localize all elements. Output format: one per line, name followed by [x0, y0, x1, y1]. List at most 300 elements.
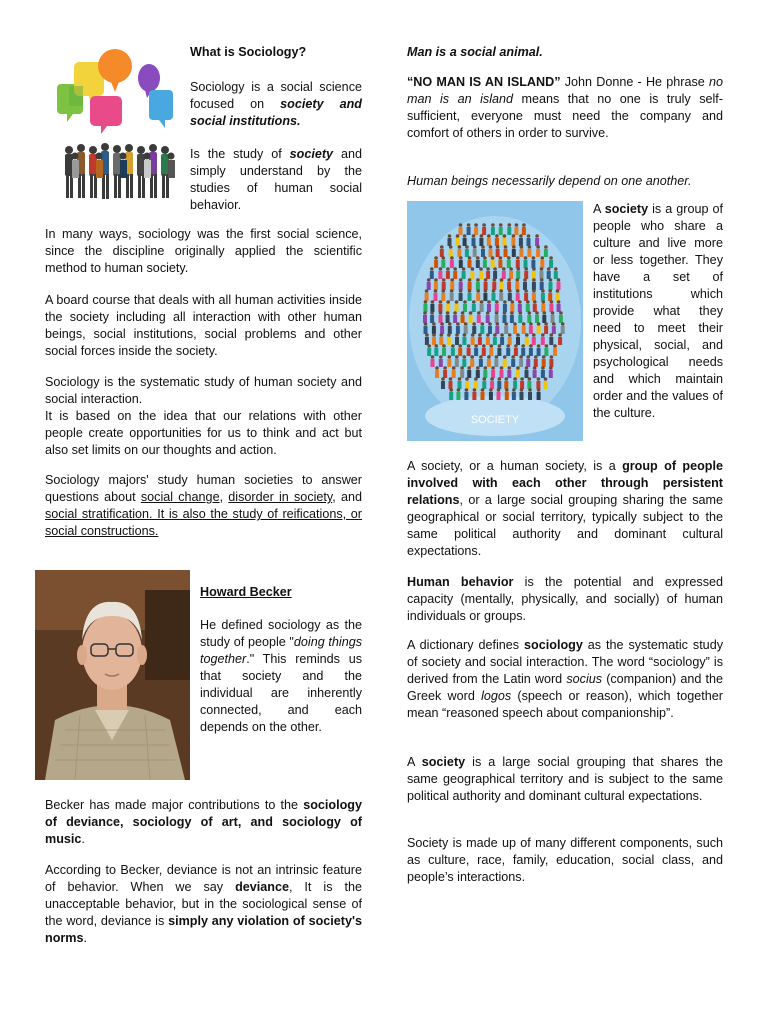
crowd-person-body: [513, 381, 517, 389]
crowd-person-head: [432, 322, 436, 326]
crowd-person-body: [441, 293, 445, 301]
crowd-person-body: [477, 315, 481, 323]
crowd-person-body: [441, 260, 445, 268]
crowd-person-head: [503, 311, 507, 315]
crowd-person-head: [550, 300, 554, 304]
crowd-person-body: [459, 227, 463, 235]
crowd-person-head: [522, 322, 526, 326]
crowd-person-head: [486, 311, 490, 315]
crowd-person-body: [520, 392, 524, 400]
crowd-person-body: [552, 326, 556, 334]
crowd-person-body: [434, 282, 438, 290]
right-paragraph-2: A society, or a human society, is a group of people involved with each other through persistent relations, or a large social grouping sharing the same geographical or social territory, typically subject to the same political authority and dominant cultural expectations.: [407, 459, 723, 558]
crowd-person-head: [493, 278, 497, 282]
crowd-person-head: [430, 267, 434, 271]
crowd-person-body: [497, 348, 501, 356]
crowd-person-head: [535, 234, 539, 238]
crowd-person-head: [529, 322, 533, 326]
crowd-person-body: [450, 282, 454, 290]
crowd-person-head: [541, 289, 545, 293]
crowd-person-body: [474, 381, 478, 389]
crowd-person-body: [513, 326, 517, 334]
crowd-person-body: [425, 293, 429, 301]
crowd-person-head: [431, 300, 435, 304]
crowd-person-body: [434, 260, 438, 268]
crowd-person-body: [534, 359, 538, 367]
crowd-person-head: [449, 245, 453, 249]
crowd-person-body: [495, 238, 499, 246]
crowd-person-head: [434, 278, 438, 282]
crowd-person-head: [505, 377, 509, 381]
crowd-person-head: [489, 245, 493, 249]
crowd-person-head: [486, 267, 490, 271]
crowd-person-head: [487, 355, 491, 359]
crowd-person-head: [487, 300, 491, 304]
crowd-person-head: [482, 223, 486, 227]
crowd-person-body: [482, 348, 486, 356]
crowd-person-body: [549, 282, 553, 290]
speech-bubbles-crowd-image: [49, 44, 179, 204]
crowd-person-head: [528, 377, 532, 381]
crowd-person-body: [518, 315, 522, 323]
crowd-person-head: [540, 267, 544, 271]
crowd-person-body: [532, 293, 536, 301]
crowd-person-head: [544, 377, 548, 381]
crowd-person-body: [557, 282, 561, 290]
crowd-person-head: [541, 366, 545, 370]
crowd-person-body: [474, 227, 478, 235]
crowd-person-head: [480, 234, 484, 238]
crowd-person-head: [481, 388, 485, 392]
crowd-person-body: [500, 282, 504, 290]
crowd-person-body: [506, 348, 510, 356]
crowd-person-body: [525, 337, 529, 345]
crowd-person-body: [423, 304, 427, 312]
crowd-person-head: [424, 300, 428, 304]
crowd-person-body: [521, 348, 525, 356]
crowd-person-head: [461, 311, 465, 315]
crowd-person-body: [446, 304, 450, 312]
crowd-person-head: [541, 256, 545, 260]
crowd-person-body: [495, 315, 499, 323]
crowd-person-head: [542, 300, 546, 304]
crowd-person-body: [479, 271, 483, 279]
crowd-person-head: [478, 333, 482, 337]
crowd-person-head: [474, 344, 478, 348]
crowd-person-head: [499, 256, 503, 260]
crowd-person-body: [472, 238, 476, 246]
crowd-person-body: [502, 271, 506, 279]
becker-heading: Howard Becker: [200, 585, 292, 599]
crowd-person-body: [527, 249, 531, 257]
crowd-person-head: [453, 267, 457, 271]
crowd-person-head: [508, 333, 512, 337]
crowd-person-body: [544, 249, 548, 257]
crowd-person-head: [532, 289, 536, 293]
crowd-person-head: [516, 278, 520, 282]
crowd-person-head: [540, 278, 544, 282]
crowd-person-head: [462, 267, 466, 271]
crowd-person-body: [544, 326, 548, 334]
crowd-person-body: [496, 249, 500, 257]
crowd-person-body: [451, 348, 455, 356]
crowd-person-head: [544, 245, 548, 249]
crowd-person-body: [519, 238, 523, 246]
crowd-person-body: [541, 293, 545, 301]
crowd-person-head: [450, 278, 454, 282]
crowd-person-head: [481, 322, 485, 326]
crowd-person-body: [464, 326, 468, 334]
crowd-person-head: [463, 234, 467, 238]
crowd-person-head: [464, 322, 468, 326]
crowd-person-body: [442, 348, 446, 356]
crowd-person-head: [508, 289, 512, 293]
crowd-person-head: [439, 300, 443, 304]
crowd-person-body: [541, 370, 545, 378]
crowd-person-head: [495, 311, 499, 315]
crowd-person-body: [493, 337, 497, 345]
crowd-person-body: [468, 293, 472, 301]
society-image-label: SOCIETY: [470, 414, 520, 426]
crowd-person-body: [492, 282, 496, 290]
crowd-person-head: [521, 344, 525, 348]
crowd-person-head: [491, 223, 495, 227]
crowd-person-head: [425, 333, 429, 337]
crowd-person-head: [499, 223, 503, 227]
crowd-person-body: [468, 260, 472, 268]
crowd-person-body: [495, 326, 499, 334]
crowd-person-head: [442, 344, 446, 348]
crowd-person-head: [488, 322, 492, 326]
crowd-person-head: [473, 388, 477, 392]
crowd-person-body: [423, 315, 427, 323]
crowd-person-body: [532, 271, 536, 279]
crowd-person-head: [551, 311, 555, 315]
society-block: [407, 201, 723, 451]
crowd-person-body: [535, 238, 539, 246]
crowd-person-body: [430, 315, 434, 323]
crowd-person-head: [504, 322, 508, 326]
crowd-person-head: [498, 344, 502, 348]
crowd-person-body: [516, 260, 520, 268]
crowd-person-body: [442, 282, 446, 290]
crowd-person-head: [533, 366, 537, 370]
crowd-person-body: [492, 293, 496, 301]
crowd-person-head: [513, 322, 517, 326]
crowd-person-head: [537, 377, 541, 381]
crowd-person-body: [499, 293, 503, 301]
crowd-person-body: [460, 370, 464, 378]
crowd-person-head: [453, 311, 457, 315]
crowd-person-head: [537, 322, 541, 326]
crowd-person-body: [465, 381, 469, 389]
crowd-person-body: [439, 359, 443, 367]
crowd-person-body: [504, 326, 508, 334]
crowd-person-head: [493, 267, 497, 271]
crowd-person-head: [537, 388, 541, 392]
crowd-person-head: [549, 366, 553, 370]
crowd-person-head: [473, 245, 477, 249]
crowd-person-body: [549, 359, 553, 367]
crowd-person-head: [524, 289, 528, 293]
social-stratification-link[interactable]: social stratification. It is also the study of reifications, or social constructions.: [45, 507, 362, 538]
crowd-person-head: [524, 256, 528, 260]
crowd-person-head: [544, 322, 548, 326]
crowd-person-body: [481, 249, 485, 257]
crowd-person-body: [522, 227, 526, 235]
crowd-person-head: [525, 333, 529, 337]
crowd-person-body: [500, 370, 504, 378]
crowd-person-head: [547, 267, 551, 271]
crowd-person-head: [440, 245, 444, 249]
crowd-person-head: [468, 256, 472, 260]
crowd-person-head: [504, 245, 508, 249]
crowd-person-body: [507, 227, 511, 235]
crowd-person-body: [516, 271, 520, 279]
crowd-person-body: [462, 359, 466, 367]
crowd-person-body: [462, 271, 466, 279]
crowd-person-head: [459, 256, 463, 260]
crowd-person-body: [432, 326, 436, 334]
crowd-person-body: [499, 227, 503, 235]
crowd-person-body: [427, 348, 431, 356]
crowd-person-head: [434, 289, 438, 293]
crowd-person-head: [442, 289, 446, 293]
crowd-person-body: [434, 293, 438, 301]
crowd-person-head: [516, 333, 520, 337]
crowd-person-body: [502, 238, 506, 246]
crowd-person-body: [493, 271, 497, 279]
crowd-person-head: [491, 256, 495, 260]
crowd-person-body: [449, 392, 453, 400]
crowd-person-head: [561, 322, 565, 326]
society-definition: A society is a group of people who share a culture and live more or less together. They have a set of institutions which provide what they need to meet their physical, social, and psychological needs and which maintain order and the values of the culture.: [593, 202, 723, 420]
crowd-person-body: [453, 271, 457, 279]
crowd-person-body: [446, 315, 450, 323]
crowd-person-body: [537, 326, 541, 334]
crowd-person-head: [463, 355, 467, 359]
crowd-person-head: [448, 234, 452, 238]
crowd-person-body: [494, 359, 498, 367]
crowd-person-body: [479, 359, 483, 367]
right-paragraph-3: Human behavior is the potential and expressed capacity (mentally, physically, and socially) of human individuals or groups.: [407, 575, 723, 623]
crowd-person-head: [474, 377, 478, 381]
crowd-person-head: [496, 322, 500, 326]
crowd-person-head: [514, 344, 518, 348]
crowd-person-body: [431, 359, 435, 367]
crowd-person-head: [515, 223, 519, 227]
crowd-person-head: [522, 223, 526, 227]
crowd-person-body: [476, 260, 480, 268]
crowd-person-body: [540, 260, 544, 268]
crowd-person-body: [465, 249, 469, 257]
crowd-person-head: [442, 256, 446, 260]
crowd-person-head: [476, 366, 480, 370]
crowd-person-body: [533, 370, 537, 378]
crowd-person-head: [463, 300, 467, 304]
crowd-person-head: [477, 311, 481, 315]
crowd-person-body: [482, 381, 486, 389]
crowd-person-body: [456, 238, 460, 246]
crowd-person-body: [542, 315, 546, 323]
crowd-person-body: [558, 337, 562, 345]
crowd-person-head: [425, 289, 429, 293]
crowd-person-head: [472, 234, 476, 238]
crowd-person-body: [469, 315, 473, 323]
crowd-person-head: [502, 267, 506, 271]
becker-definition: He defined sociology as the study of people "doing things together." This reminds us that society and the individual are inherently connected, and each depends on the other.: [200, 618, 362, 734]
crowd-person-head: [503, 234, 507, 238]
crowd-person-head: [550, 355, 554, 359]
crowd-person-body: [504, 249, 508, 257]
crowd-person-head: [427, 278, 431, 282]
crowd-person-body: [464, 392, 468, 400]
society-crowd-image: [407, 201, 583, 441]
crowd-person-head: [545, 344, 549, 348]
no-man-island-paragraph: “NO MAN IS AN ISLAND” John Donne - He phrase no man is an island means that no one is truly self-sufficient, everyone must need the company and comfort of others in order to survive.: [407, 75, 723, 140]
crowd-person-head: [490, 377, 494, 381]
crowd-person-body: [503, 359, 507, 367]
intro-heading: What is Sociology?: [190, 45, 307, 59]
crowd-person-head: [535, 311, 539, 315]
crowd-person-head: [557, 300, 561, 304]
left-column: [45, 44, 362, 964]
crowd-person-body: [480, 326, 484, 334]
intro-paragraph-2: Is the study of society and simply understand by the studies of human social behavior.: [190, 147, 362, 212]
crowd-person-body: [549, 304, 553, 312]
crowd-person-head: [465, 388, 469, 392]
crowd-person-body: [463, 304, 467, 312]
crowd-person-body: [468, 282, 472, 290]
crowd-person-body: [453, 315, 457, 323]
crowd-person-body: [473, 249, 477, 257]
crowd-person-head: [493, 333, 497, 337]
crowd-person-head: [430, 311, 434, 315]
crowd-person-body: [509, 271, 513, 279]
crowd-person-body: [527, 315, 531, 323]
crowd-person-body: [483, 370, 487, 378]
crowd-person-body: [532, 282, 536, 290]
crowd-person-head: [542, 355, 546, 359]
crowd-person-head: [500, 333, 504, 337]
crowd-person-body: [549, 337, 553, 345]
crowd-person-head: [431, 355, 435, 359]
crowd-person-body: [427, 282, 431, 290]
crowd-person-body: [470, 271, 474, 279]
crowd-person-head: [486, 333, 490, 337]
crowd-person-head: [491, 366, 495, 370]
crowd-person-body: [554, 271, 558, 279]
crowd-person-head: [520, 245, 524, 249]
crowd-person-head: [525, 366, 529, 370]
crowd-person-head: [549, 256, 553, 260]
crowd-person-head: [449, 388, 453, 392]
crowd-person-body: [519, 249, 523, 257]
crowd-person-head: [446, 300, 450, 304]
crowd-person-body: [439, 337, 443, 345]
crowd-figures: [63, 143, 175, 200]
crowd-person-body: [507, 282, 511, 290]
crowd-person-head: [505, 388, 509, 392]
crowd-person-body: [557, 304, 561, 312]
crowd-person-body: [511, 238, 515, 246]
crowd-person-head: [427, 344, 431, 348]
crowd-person-body: [457, 249, 461, 257]
crowd-person-body: [537, 348, 541, 356]
crowd-person-head: [472, 322, 476, 326]
crowd-person-head: [516, 366, 520, 370]
crowd-person-head: [435, 344, 439, 348]
crowd-person-body: [512, 249, 516, 257]
crowd-person-head: [529, 344, 533, 348]
crowd-person-head: [470, 355, 474, 359]
crowd-person-head: [508, 223, 512, 227]
crowd-person-body: [472, 392, 476, 400]
crowd-person-body: [500, 337, 504, 345]
social-change-link[interactable]: social change: [140, 490, 220, 504]
crowd-person-head: [480, 300, 484, 304]
crowd-person-head: [495, 355, 499, 359]
crowd-person-head: [520, 388, 524, 392]
crowd-person-body: [523, 282, 527, 290]
right-paragraph-6: Society is made up of many different components, such as culture, race, family, education, social class, and people’s interactions.: [407, 836, 723, 884]
crowd-person-body: [455, 337, 459, 345]
crowd-person-head: [534, 355, 538, 359]
crowd-person-head: [516, 267, 520, 271]
crowd-person-head: [516, 256, 520, 260]
crowd-person-head: [450, 289, 454, 293]
right-column: [407, 44, 723, 944]
crowd-person-body: [455, 304, 459, 312]
crowd-person-head: [439, 355, 443, 359]
crowd-person-head: [516, 289, 520, 293]
crowd-person-head: [512, 245, 516, 249]
crowd-person-body: [467, 227, 471, 235]
crowd-person-head: [432, 333, 436, 337]
crowd-person-head: [439, 311, 443, 315]
crowd-person-body: [519, 359, 523, 367]
disorder-in-society-link[interactable]: disorder in society: [228, 490, 333, 504]
crowd-person-body: [524, 260, 528, 268]
crowd-person-body: [540, 271, 544, 279]
crowd-person-body: [467, 370, 471, 378]
crowd-person-body: [435, 370, 439, 378]
crowd-person-head: [440, 322, 444, 326]
crowd-person-head: [452, 366, 456, 370]
crowd-person-head: [508, 366, 512, 370]
crowd-person-body: [459, 260, 463, 268]
crowd-person-body: [524, 293, 528, 301]
crowd-person-body: [441, 381, 445, 389]
crowd-person-body: [458, 381, 462, 389]
crowd-person-body: [490, 381, 494, 389]
crowd-person-head: [476, 278, 480, 282]
crowd-person-body: [548, 293, 552, 301]
intro-block: [45, 44, 362, 219]
left-paragraph-5: Becker has made major contributions to the sociology of deviance, sociology of art, and sociology of music.: [45, 798, 362, 846]
crowd-person-head: [506, 344, 510, 348]
crowd-person-body: [439, 315, 443, 323]
crowd-person-body: [476, 282, 480, 290]
crowd-person-body: [458, 348, 462, 356]
crowd-person-body: [536, 249, 540, 257]
crowd-person-head: [513, 377, 517, 381]
crowd-person-head: [467, 366, 471, 370]
crowd-person-body: [484, 282, 488, 290]
crowd-person-head: [496, 245, 500, 249]
crowd-person-body: [528, 392, 532, 400]
crowd-person-head: [497, 388, 501, 392]
